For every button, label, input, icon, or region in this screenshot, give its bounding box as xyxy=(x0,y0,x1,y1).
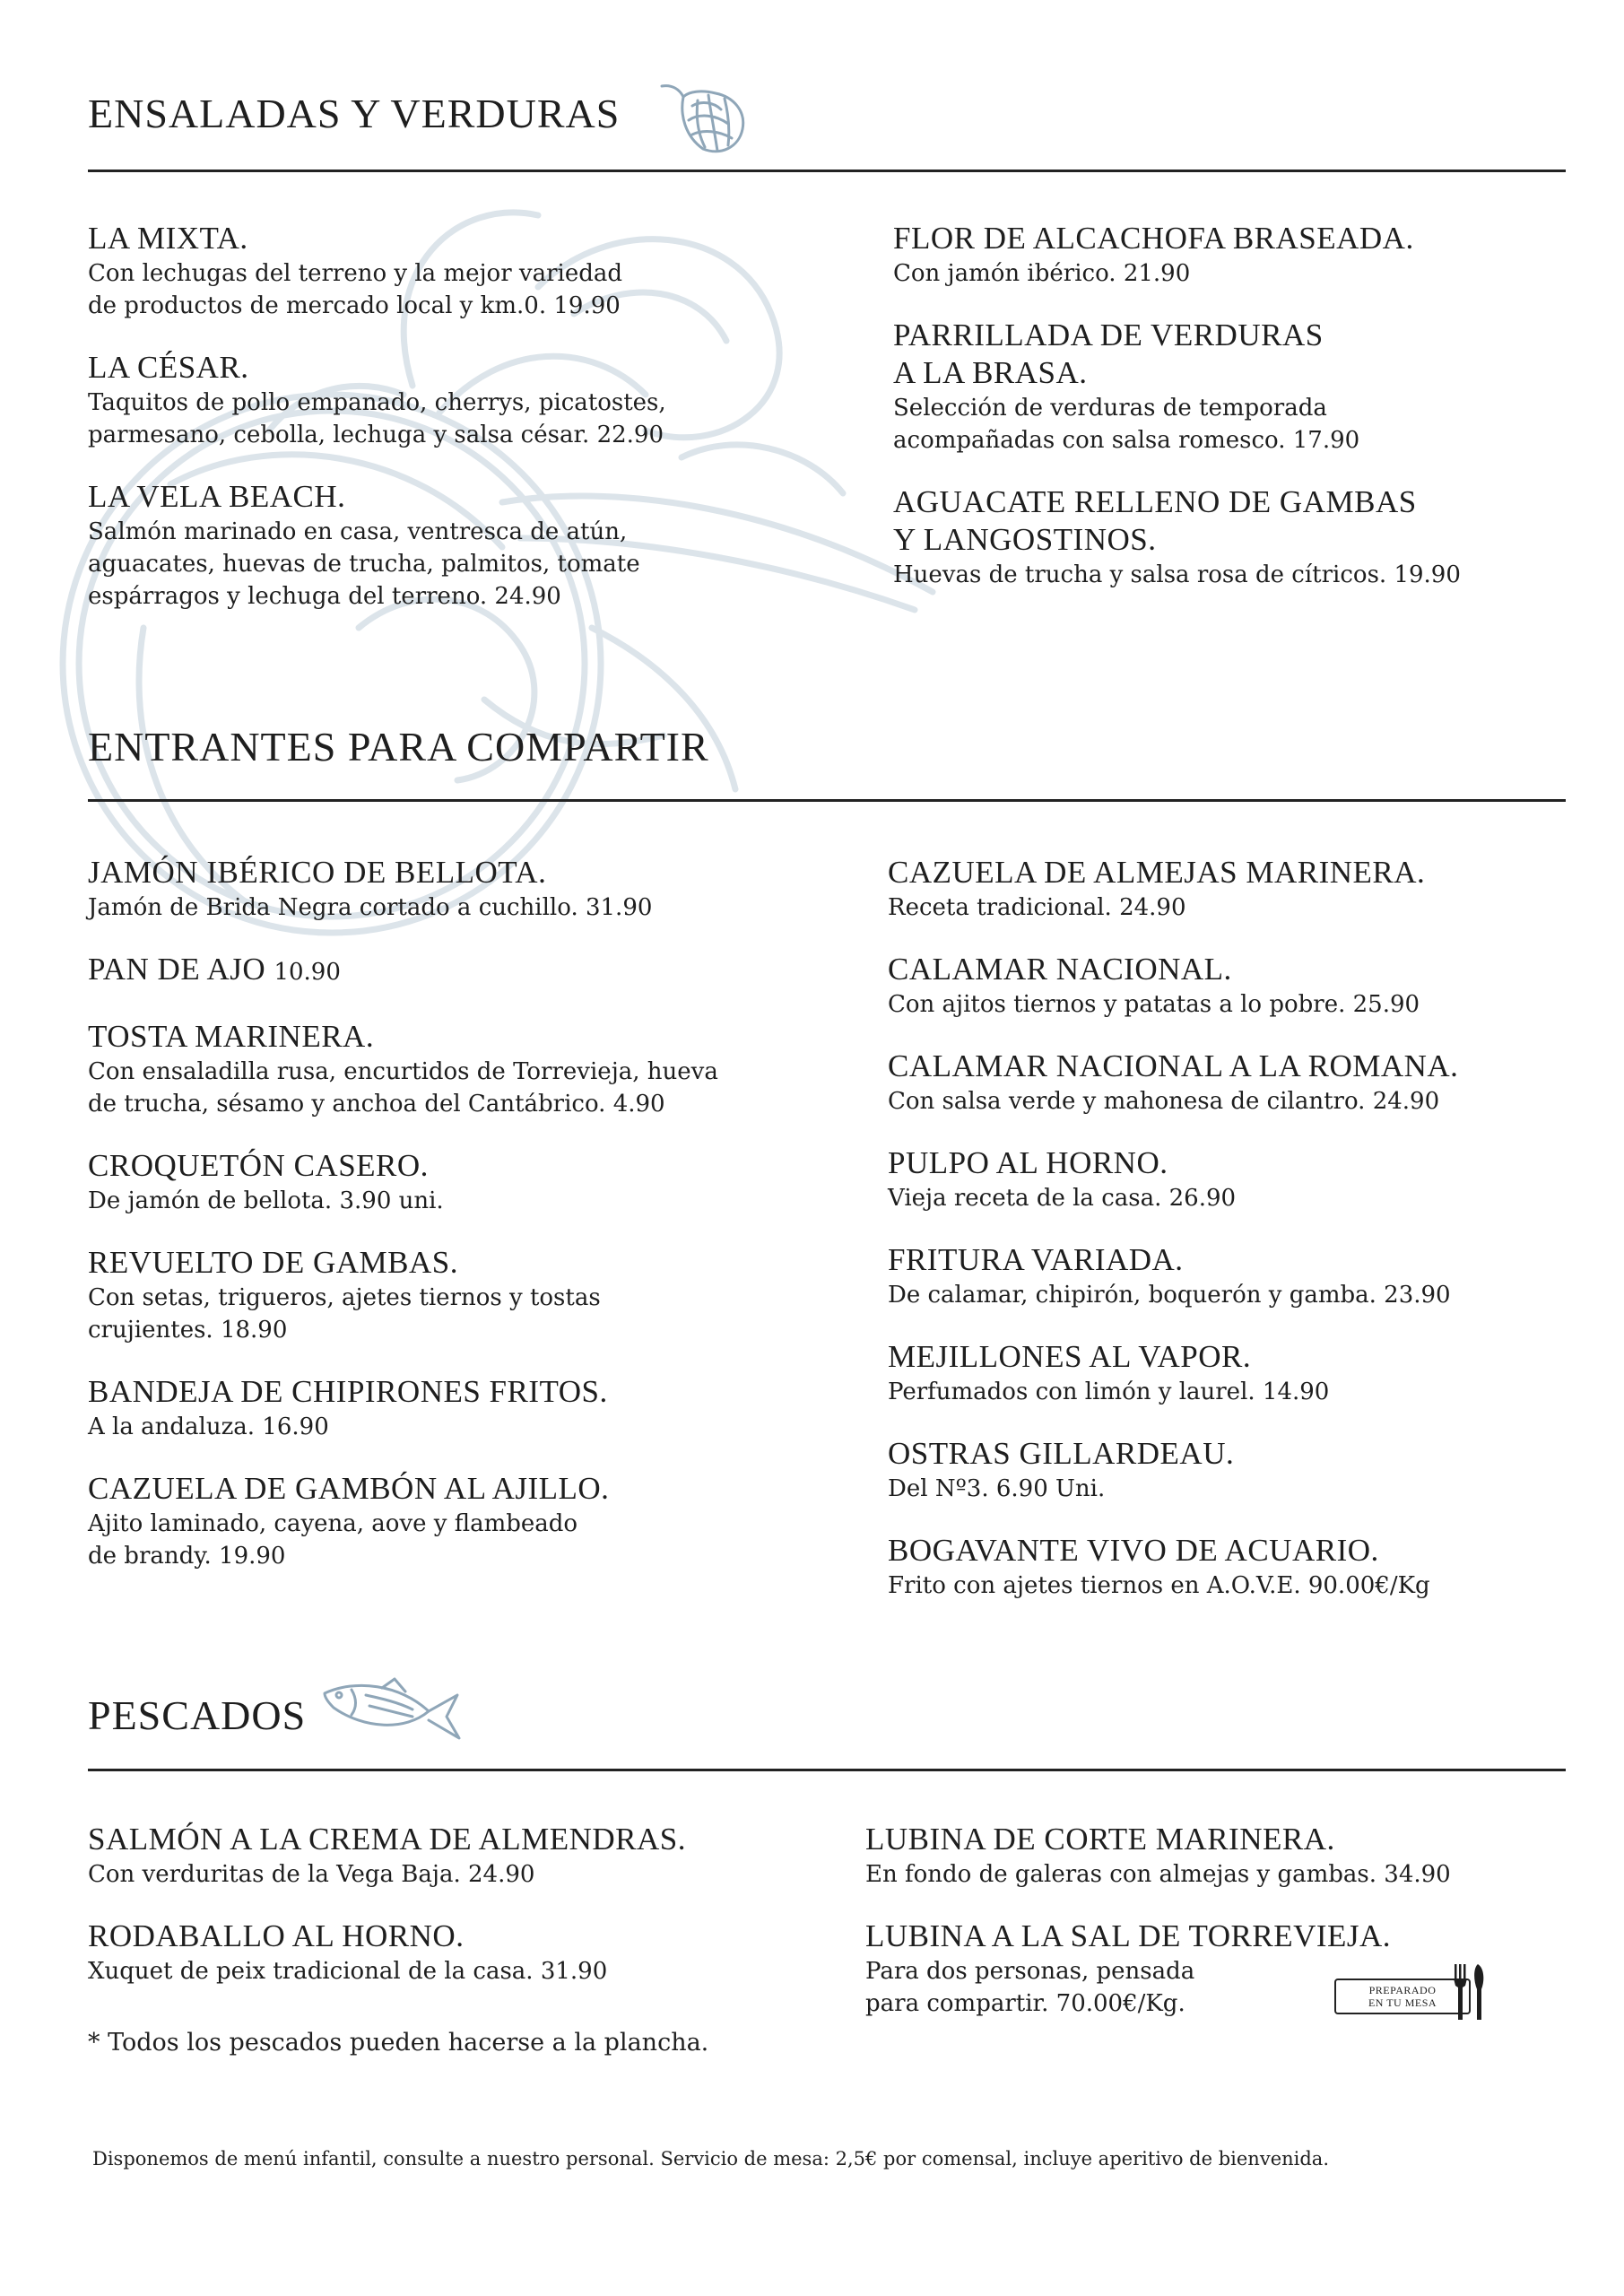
menu-item xyxy=(88,1147,859,1217)
menu-item xyxy=(88,220,823,322)
menu-item xyxy=(888,1532,1566,1602)
menu-item-name-text: PAN DE AJO xyxy=(88,952,266,987)
menu-item-name: LUBINA DE CORTE MARINERA. xyxy=(865,1822,1335,1857)
section-title-pescados: PESCADOS xyxy=(88,1692,307,1738)
menu-item-name: PARRILLADA DE VERDURAS A LA BRASA. xyxy=(893,317,1324,390)
menu-item xyxy=(88,1821,859,1891)
menu-item-name: TOSTA MARINERA. xyxy=(88,1019,375,1054)
menu-item-description: Huevas de trucha y salsa rosa de cítricos. 19.90 xyxy=(893,561,1461,588)
menu-item-description: Con verduritas de la Vega Baja. 24.90 xyxy=(88,1861,535,1888)
menu-item-name: REVUELTO DE GAMBAS. xyxy=(88,1245,459,1280)
menu-item xyxy=(888,1338,1566,1408)
menu-item-description: Selección de verduras de temporada acompañadas con salsa romesco. 17.90 xyxy=(893,395,1360,454)
menu-item-name: LA CÉSAR. xyxy=(88,350,249,385)
menu-item-name: BANDEJA DE CHIPIRONES FRITOS. xyxy=(88,1374,608,1409)
menu-item-name: BOGAVANTE VIVO DE ACUARIO. xyxy=(888,1533,1379,1568)
menu-item-name: LUBINA A LA SAL DE TORREVIEJA. xyxy=(865,1918,1392,1953)
menu-item xyxy=(88,854,859,924)
menu-item xyxy=(88,1244,859,1346)
menu-item-name: CAZUELA DE ALMEJAS MARINERA. xyxy=(888,855,1426,890)
menu-item xyxy=(888,1048,1566,1118)
menu-item-name xyxy=(88,951,859,991)
section-divider xyxy=(88,1769,1566,1771)
menu-item-description: Ajito laminado, cayena, aove y flambeado de brandy. 19.90 xyxy=(88,1510,578,1570)
badge-line: EN TU MESA xyxy=(1368,1996,1437,2009)
menu-item xyxy=(888,854,1566,924)
menu-item-name: RODABALLO AL HORNO. xyxy=(88,1918,465,1953)
pescados-note: * Todos los pescados pueden hacerse a la plancha. xyxy=(88,2029,709,2057)
menu-item-description: Para dos personas, pensada para compartir. 70.00€/Kg. xyxy=(865,1958,1195,2017)
menu-item-description: Con setas, trigueros, ajetes tiernos y tostas crujientes. 18.90 xyxy=(88,1284,601,1344)
section-title-entrantes: ENTRANTES PARA COMPARTIR xyxy=(88,724,709,770)
menu-item xyxy=(888,1435,1566,1505)
footer-note: Disponemos de menú infantil, consulte a nuestro personal. Servicio de mesa: 2,5€ por comensal, incluye aperitivo de bienvenida. xyxy=(92,2148,1329,2170)
menu-item-name: LA VELA BEACH. xyxy=(88,479,346,514)
menu-item xyxy=(893,483,1566,591)
menu-item-name: LA MIXTA. xyxy=(88,221,248,256)
menu-item-description: Jamón de Brida Negra cortado a cuchillo. 31.90 xyxy=(88,894,653,921)
menu-item-name: CALAMAR NACIONAL. xyxy=(888,952,1232,987)
section-divider xyxy=(88,799,1566,802)
menu-item xyxy=(893,220,1566,290)
menu-item-description: De calamar, chipirón, boquerón y gamba. 23.90 xyxy=(888,1282,1451,1309)
menu-item-description: Con salsa verde y mahonesa de cilantro. 24.90 xyxy=(888,1088,1440,1115)
menu-item xyxy=(88,478,823,613)
menu-item-name: FRITURA VARIADA. xyxy=(888,1242,1184,1277)
fish-icon xyxy=(319,1675,463,1745)
menu-item-name: FLOR DE ALCACHOFA BRASEADA. xyxy=(893,221,1414,256)
menu-item xyxy=(88,951,859,991)
menu-item xyxy=(888,951,1566,1021)
menu-item-description: Con lechugas del terreno y la mejor variedad de productos de mercado local y km.0. 19.90 xyxy=(88,260,623,319)
menu-item-name: PULPO AL HORNO. xyxy=(888,1145,1168,1180)
artichoke-icon xyxy=(653,74,751,159)
menu-item-description: Vieja receta de la casa. 26.90 xyxy=(888,1185,1237,1212)
menu-item-name: CROQUETÓN CASERO. xyxy=(88,1148,429,1183)
menu-item-name: OSTRAS GILLARDEAU. xyxy=(888,1436,1235,1471)
entrantes-left-column xyxy=(88,854,859,1599)
menu-item-description: En fondo de galeras con almejas y gambas. 34.90 xyxy=(865,1861,1451,1888)
section-divider xyxy=(88,170,1566,172)
menu-item-name: CALAMAR NACIONAL A LA ROMANA. xyxy=(888,1048,1459,1083)
menu-item-description: Frito con ajetes tiernos en A.O.V.E. 90.00€/Kg xyxy=(888,1572,1430,1599)
menu-item-description: A la andaluza. 16.90 xyxy=(88,1413,329,1440)
menu-item-name: CAZUELA DE GAMBÓN AL AJILLO. xyxy=(88,1471,610,1506)
menu-item-description: De jamón de bellota. 3.90 uni. xyxy=(88,1187,444,1214)
menu-item-description: Con ajitos tiernos y patatas a lo pobre. 25.90 xyxy=(888,991,1420,1018)
ensaladas-right-column xyxy=(893,220,1566,618)
menu-item-name: MEJILLONES AL VAPOR. xyxy=(888,1339,1252,1374)
menu-item-description: Con jamón ibérico. 21.90 xyxy=(893,260,1191,287)
entrantes-right-column xyxy=(888,854,1566,1629)
menu-item xyxy=(88,1018,859,1120)
menu-item xyxy=(865,1821,1566,1891)
menu-item-description: Con ensaladilla rusa, encurtidos de Torrevieja, hueva de trucha, sésamo y anchoa del Cantábrico. 4.90 xyxy=(88,1058,718,1118)
menu-item-description: Salmón marinado en casa, ventresca de atún, aguacates, huevas de trucha, palmitos, tomate espárragos y lechuga del terreno. 24.90 xyxy=(88,518,640,610)
menu-item xyxy=(888,1144,1566,1214)
menu-item xyxy=(88,349,823,451)
cutlery-icon xyxy=(1451,1962,1487,2022)
menu-item-description: Perfumados con limón y laurel. 14.90 xyxy=(888,1378,1330,1405)
menu-item-description: Xuquet de peix tradicional de la casa. 31.90 xyxy=(88,1958,608,1985)
menu-item-price: 10.90 xyxy=(274,959,341,986)
badge-line: PREPARADO xyxy=(1368,1984,1437,1996)
menu-item-description: Receta tradicional. 24.90 xyxy=(888,894,1186,921)
menu-item-name: AGUACATE RELLENO DE GAMBAS Y LANGOSTINOS. xyxy=(893,484,1417,557)
menu-item xyxy=(88,1373,859,1443)
menu-item xyxy=(88,1918,859,1987)
menu-item xyxy=(893,317,1566,457)
menu-item-description: Taquitos de pollo empanado, cherrys, picatostes, parmesano, cebolla, lechuga y salsa césar. 22.90 xyxy=(88,389,666,448)
menu-item-description: Del Nº3. 6.90 Uni. xyxy=(888,1475,1106,1502)
menu-item xyxy=(88,1470,859,1572)
section-title-ensaladas: ENSALADAS Y VERDURAS xyxy=(88,91,621,136)
menu-item xyxy=(888,1241,1566,1311)
menu-item-name: JAMÓN IBÉRICO DE BELLOTA. xyxy=(88,855,547,890)
ensaladas-left-column xyxy=(88,220,823,639)
menu-item-name: SALMÓN A LA CREMA DE ALMENDRAS. xyxy=(88,1822,686,1857)
pescados-left-column xyxy=(88,1821,859,2014)
